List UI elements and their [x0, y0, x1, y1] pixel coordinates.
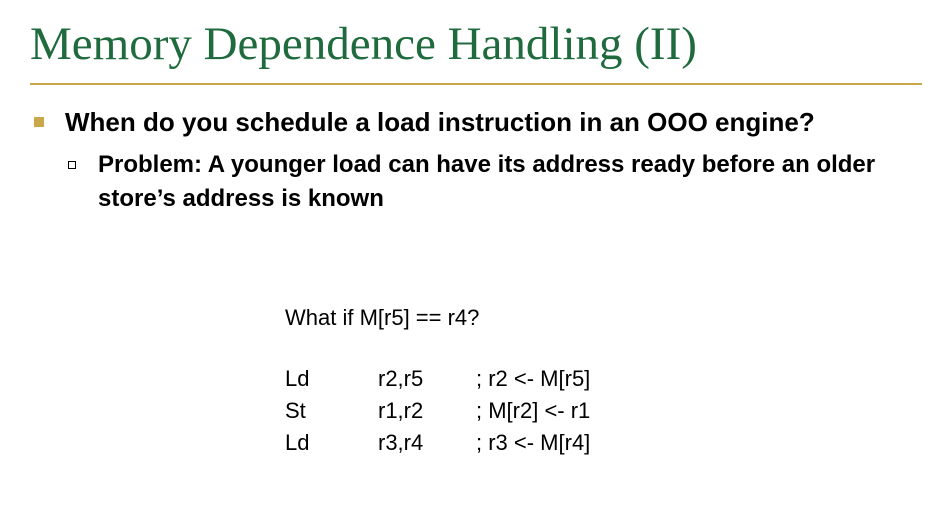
code-args: r2,r5: [378, 366, 424, 391]
code-comment: ; M[r2] <- r1: [476, 398, 591, 423]
bullet-level1-text: When do you schedule a load instruction in an OOO engine?: [65, 107, 815, 137]
filled-square-bullet-icon: [34, 117, 44, 127]
code-comment: ; r2 <- M[r5]: [476, 366, 591, 391]
slide-title: Memory Dependence Handling (II): [30, 18, 697, 70]
bullet-level2-text: Problem: A younger load can have its address ready before an older store’s address is known: [98, 151, 876, 212]
code-example: [285, 298, 590, 459]
code-table: [285, 363, 590, 459]
code-row: [285, 363, 590, 395]
code-question: What if M[r5] == r4?: [285, 305, 480, 330]
code-comment: ; r3 <- M[r4]: [476, 430, 591, 455]
code-row: [285, 395, 590, 427]
hollow-square-bullet-icon: [68, 161, 76, 169]
title-divider: [30, 83, 922, 85]
code-args: r3,r4: [378, 430, 424, 455]
bullet-level1: [34, 104, 929, 140]
bullet-level2: [68, 148, 928, 216]
code-op: Ld: [285, 366, 310, 391]
code-row: [285, 427, 590, 459]
code-op: St: [285, 398, 306, 423]
code-args: r1,r2: [378, 398, 424, 423]
code-op: Ld: [285, 430, 310, 455]
